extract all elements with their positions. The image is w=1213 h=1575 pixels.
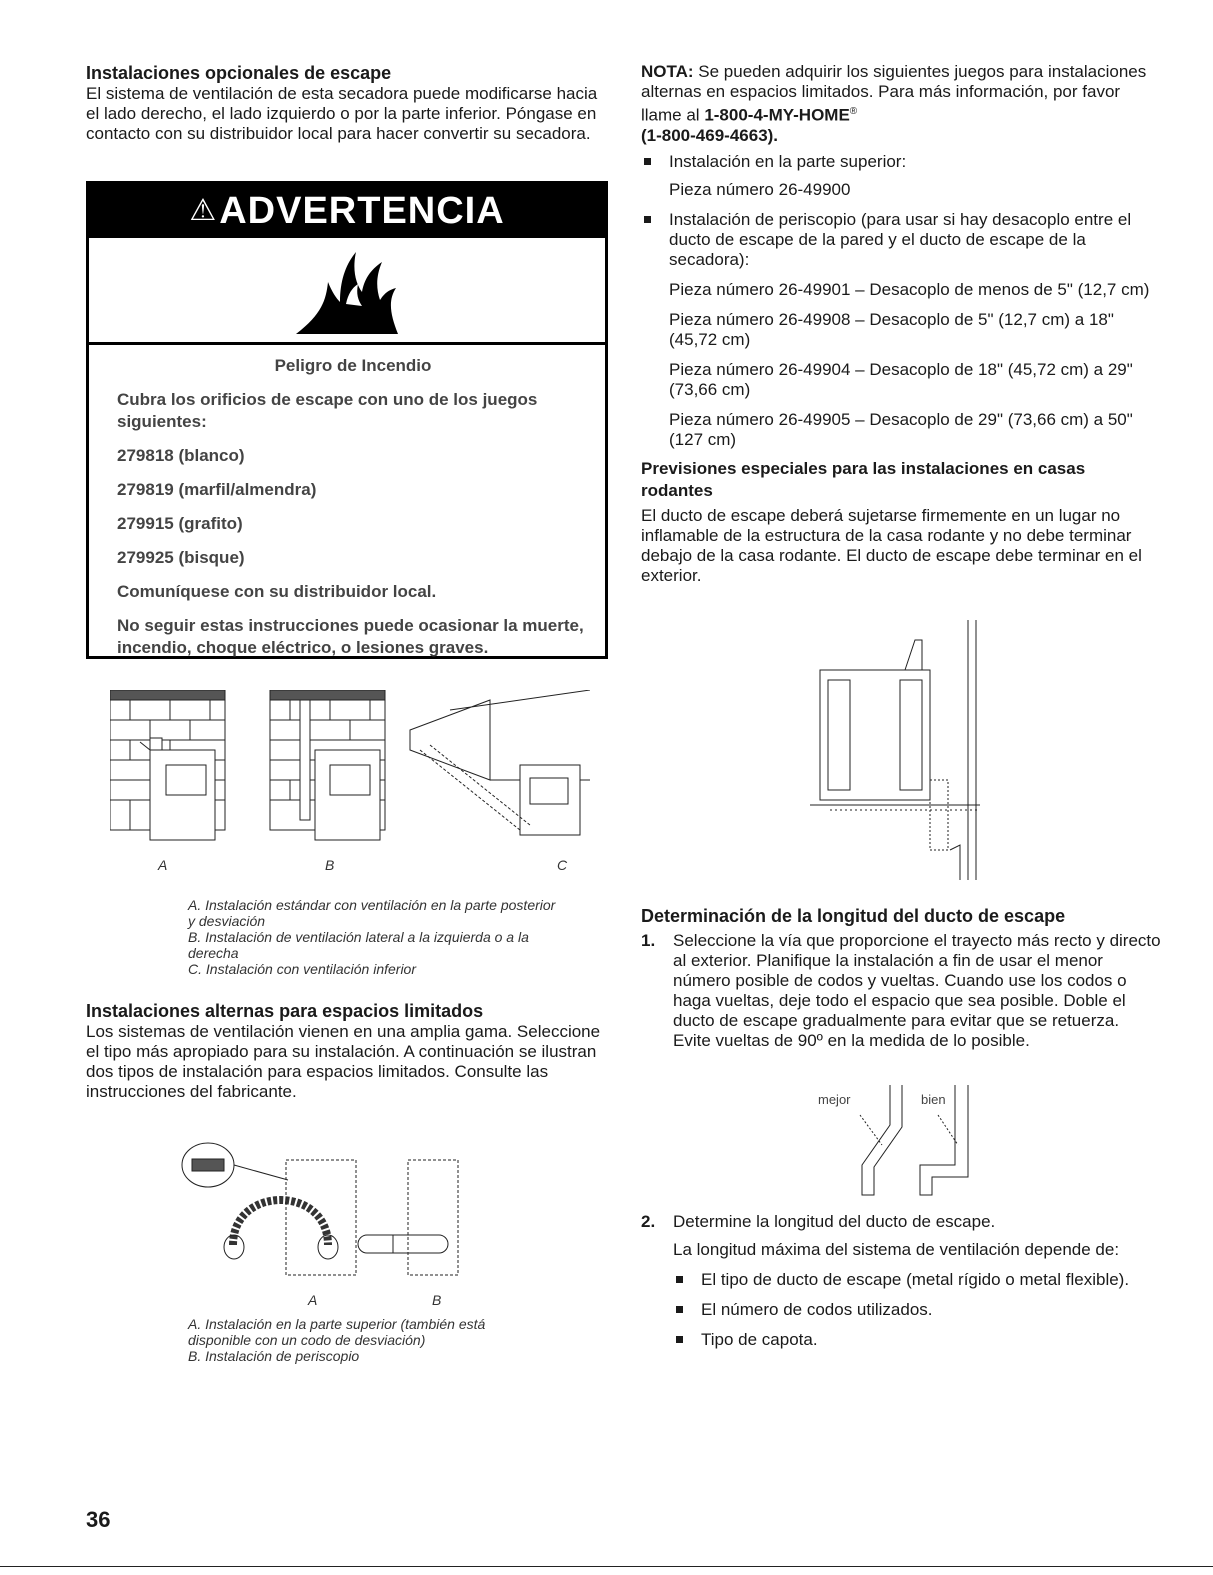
fig2-captions — [188, 1316, 548, 1364]
top-install-item: Instalación en la parte superior: — [641, 152, 1161, 172]
warning-line: Comuníquese con su distribuidor local. — [117, 582, 437, 601]
depends-item: Tipo de capota. — [673, 1330, 1161, 1350]
fig1-caption: C. Instalación con ventilación inferior — [188, 961, 417, 977]
page-number: 36 — [86, 1507, 111, 1532]
warning-body — [89, 345, 605, 659]
step-2-section — [641, 1212, 1161, 1350]
bottom-rule — [0, 1566, 1213, 1567]
step-2 — [641, 1212, 1161, 1350]
alt-title: Instalaciones alternas para espacios limitados — [86, 1001, 484, 1021]
fig1-letter-b: B — [325, 857, 335, 873]
vent-figure — [110, 690, 590, 850]
depends-item: El tipo de ducto de escape (metal rígido o metal flexible). — [673, 1270, 1161, 1290]
mobile-text: El ducto de escape deberá sujetarse firmemente en un lugar no inflamable de la estructura de la casa rodante y no debe terminar debajo de la casa rodante. El ducto de escape debe terminar en el exterior. — [641, 505, 1142, 585]
periscope-item: Instalación de periscopio (para usar si hay desacoplo entre el ducto de escape de la pared y el ducto de escape de la secadora): — [641, 210, 1161, 270]
periscope-part: Pieza número 26-49908 – Desacoplo de 5" (12,7 cm) a 18" (45,72 cm) — [669, 309, 1114, 349]
nota-text: Se pueden adquirir los siguientes juegos para instalaciones alternas en espacios limitados. Para más información, por favor llame al — [641, 62, 1147, 125]
alt-text: Los sistemas de ventilación vienen en una amplia gama. Seleccione el tipo más apropiado para su instalación. A continuación se ilustran dos tipos de instalación para espacios limitados. Consulte las instrucciones del fabricante. — [86, 1022, 601, 1101]
phone-primary: 1-800-4-MY-HOME — [704, 105, 850, 125]
optional-section — [86, 62, 611, 144]
nota-paragraph — [641, 62, 1161, 146]
warning-line: Cubra los orificios de escape con uno de los juegos siguientes: — [117, 390, 538, 431]
depends-item: El número de codos utilizados. — [673, 1300, 1161, 1320]
warning-hazard: Peligro de Incendio — [274, 356, 432, 375]
periscope-part: Pieza número 26-49905 – Desacoplo de 29" (73,66 cm) a 50" (127 cm) — [669, 409, 1133, 449]
warning-line: 279915 (grafito) — [117, 514, 243, 533]
registered-mark: ® — [849, 106, 858, 117]
alt-section — [86, 1000, 611, 1102]
step-1 — [641, 931, 1161, 1051]
warning-box — [86, 181, 608, 659]
warning-line: No seguir estas instrucciones puede ocasionar la muerte, incendio, choque eléctrico, o lesiones graves. — [117, 616, 584, 657]
fig1-caption: A. Instalación estándar con ventilación en la parte posterior y desviación — [188, 897, 556, 929]
fig1-letter-a: A — [158, 857, 168, 873]
warning-line: 279818 (blanco) — [117, 446, 245, 465]
fire-icon — [89, 238, 605, 345]
nota-section — [641, 62, 1161, 586]
warning-header — [89, 184, 605, 238]
warning-line: 279819 (marfil/almendra) — [117, 480, 317, 499]
limited-space-figure — [178, 1135, 468, 1285]
warning-header-text: ADVERTENCIA — [219, 190, 505, 232]
fig2-letter-a: A — [308, 1292, 318, 1308]
warning-line: 279925 (bisque) — [117, 548, 245, 567]
label-mejor: mejor — [818, 1092, 851, 1107]
fig1-letter-c: C — [557, 857, 568, 873]
fig2-caption: B. Instalación de periscopio — [188, 1348, 360, 1364]
length-title: Determinación de la longitud del ducto de escape — [641, 906, 1066, 926]
top-install-part: Pieza número 26-49900 — [669, 179, 851, 199]
step-2-number: 2. — [641, 1212, 656, 1231]
fig1-captions — [188, 897, 558, 977]
step-1-number: 1. — [641, 931, 656, 950]
warning-triangle-icon: ⚠ — [189, 194, 218, 227]
optional-title: Instalaciones opcionales de escape — [86, 63, 392, 83]
mobile-title: Previsiones especiales para las instalaciones en casas rodantes — [641, 458, 1086, 500]
label-bien: bien — [921, 1092, 946, 1107]
periscope-part: Pieza número 26-49904 – Desacoplo de 18" (45,72 cm) a 29" (73,66 cm) — [669, 359, 1133, 399]
step-2-sub: La longitud máxima del sistema de ventilación depende de: — [673, 1240, 1120, 1259]
phone-numeric: (1-800-469-4663). — [641, 125, 779, 145]
optional-text: El sistema de ventilación de esta secadora puede modificarse hacia el lado derecho, el lado izquierdo o por la parte inferior. Póngase en contacto con su distribuidor local para hacer convertir su secadora. — [86, 84, 598, 143]
fig2-letter-b: B — [432, 1292, 442, 1308]
mobile-home-figure — [810, 620, 1000, 880]
length-section — [641, 905, 1161, 1051]
fig1-caption: B. Instalación de ventilación lateral a la izquierda o a la derecha — [188, 929, 529, 961]
step-1-text: Seleccione la vía que proporcione el trayecto más recto y directo al exterior. Planifique la instalación a fin de usar el menor número posible de codos y vueltas. Cuando use los codos o haga vueltas, deje todo el espacio que sea posible. Doble el ducto de escape gradualmente para evitar que se retuerza. Evite vueltas de 90º en la medida de lo posible. — [673, 931, 1161, 1050]
periscope-part: Pieza número 26-49901 – Desacoplo de menos de 5" (12,7 cm) — [669, 279, 1150, 299]
nota-label: NOTA: — [641, 62, 694, 81]
step-2-text: Determine la longitud del ducto de escape. — [673, 1212, 996, 1231]
fig2-caption: A. Instalación en la parte superior (también está disponible con un codo de desviación) — [188, 1316, 486, 1348]
